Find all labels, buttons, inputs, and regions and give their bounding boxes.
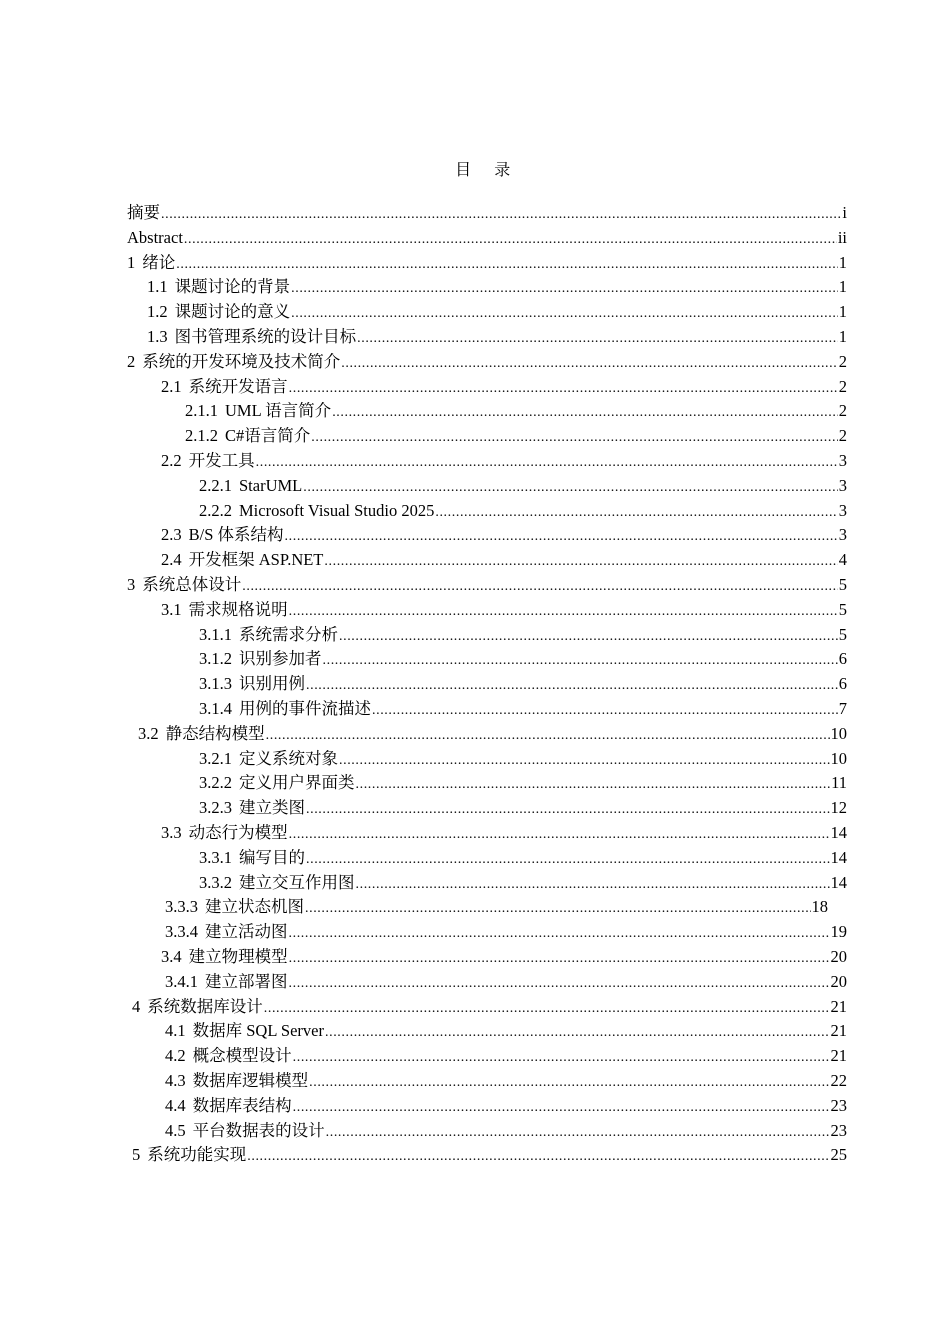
toc-entry[interactable] — [199, 697, 847, 721]
toc-entry-label: 系统功能实现 — [147, 1145, 247, 1165]
toc-entry-page-number: 20 — [830, 947, 847, 966]
toc-entry-number: 3.1.4 — [199, 699, 232, 718]
toc-entry[interactable] — [199, 771, 847, 795]
toc-entry-number: 4 — [132, 996, 141, 1016]
toc-entry-page-number: 14 — [830, 823, 847, 842]
toc-entry[interactable] — [199, 747, 847, 771]
dot-leader — [306, 672, 838, 696]
toc-entry-number: 3.2.3 — [199, 798, 232, 818]
dot-leader — [289, 970, 830, 994]
toc-entry-number: 3.2 — [138, 723, 159, 743]
toc-entry-label: 建立状态机图 — [205, 897, 304, 917]
toc-entry-number: 3.1.1 — [199, 624, 232, 644]
toc-entry-label: 系统数据库设计 — [147, 996, 263, 1016]
toc-entry-number: 3.1 — [161, 599, 182, 619]
toc-entry-label: B/S 体系结构 — [188, 525, 284, 545]
dot-leader — [289, 821, 830, 845]
toc-entry-page-number: 3 — [838, 451, 847, 470]
toc-entry-label: 用例的事件流描述 — [239, 699, 371, 718]
toc-entry[interactable] — [147, 325, 847, 349]
toc-entry-number: 2.3 — [161, 525, 182, 545]
toc-entry-page-number: 12 — [830, 798, 847, 818]
toc-entry[interactable] — [165, 1094, 847, 1118]
toc-entry-number: 3.4.1 — [165, 971, 198, 991]
dot-leader — [372, 697, 838, 721]
toc-entry-number: 3.3.4 — [165, 922, 198, 942]
toc-entry[interactable] — [161, 598, 847, 622]
dot-leader — [266, 722, 830, 746]
toc-entry-label: 静态结构模型 — [165, 723, 265, 743]
toc-entry-number: 2.1 — [161, 376, 182, 396]
toc-entry-number: 3.3.1 — [199, 847, 232, 867]
toc-entry[interactable] — [161, 945, 847, 969]
toc-entry-number: 3.3.3 — [165, 897, 198, 917]
toc-entry[interactable] — [127, 226, 847, 250]
dot-leader — [326, 1119, 830, 1143]
toc-entry-label: UML 语言简介 — [225, 401, 332, 421]
toc-entry-label: 系统总体设计 — [142, 575, 242, 594]
dot-leader — [293, 1094, 830, 1118]
toc-entry-page-number: 14 — [830, 872, 847, 892]
toc-entry-number: 2.4 — [161, 550, 182, 570]
toc-entry-number: 2.1.1 — [185, 401, 218, 421]
toc-entry[interactable] — [165, 1019, 847, 1043]
dot-leader — [324, 548, 837, 572]
toc-entry-label: C#语言简介 — [225, 426, 311, 446]
toc-entry[interactable] — [199, 623, 847, 647]
toc-entry-page-number: 6 — [838, 649, 847, 669]
toc-entry-page-number: 3 — [838, 475, 847, 495]
toc-entry-label: 平台数据表的设计 — [192, 1120, 325, 1140]
toc-entry-page-number: 10 — [830, 723, 847, 743]
toc-entry-label: 课题讨论的意义 — [174, 302, 291, 322]
toc-entry[interactable] — [147, 300, 847, 324]
toc-entry-page-number: 21 — [830, 996, 847, 1016]
dot-leader — [325, 1019, 830, 1043]
toc-entry-label: 数据库表结构 — [192, 1095, 292, 1115]
toc-entry-label: 需求规格说明 — [188, 599, 288, 619]
dot-leader — [264, 995, 830, 1019]
toc-entry-page-number: 2 — [838, 351, 847, 371]
toc-entry-number: 4.1 — [165, 1021, 186, 1041]
toc-entry-page-number: 3 — [838, 525, 847, 545]
toc-entry-number: 1.2 — [147, 302, 168, 322]
toc-entry[interactable] — [199, 647, 847, 671]
toc-entry-page-number: 25 — [830, 1145, 847, 1165]
toc-entry-label: 编写目的 — [239, 847, 305, 867]
toc-entry[interactable] — [165, 1119, 847, 1143]
dot-leader — [247, 1143, 829, 1167]
toc-entry[interactable] — [165, 920, 847, 944]
toc-entry-number: 3.2.1 — [199, 748, 232, 768]
dot-leader — [293, 1044, 830, 1068]
dot-leader — [303, 474, 838, 498]
dot-leader — [357, 325, 838, 349]
toc-entry-label: 概念模型设计 — [192, 1046, 292, 1066]
dot-leader — [339, 623, 838, 647]
toc-entry-number: 3.3.2 — [199, 872, 232, 892]
dot-leader — [291, 275, 838, 299]
toc-entry-label: Microsoft Visual Studio 2025 — [239, 500, 435, 520]
toc-entry-page-number: 21 — [830, 1046, 847, 1066]
toc-entry[interactable] — [199, 499, 847, 523]
toc-entry-page-number: 23 — [830, 1120, 847, 1140]
toc-entry[interactable] — [132, 995, 847, 1019]
toc-entry-label: 数据库逻辑模型 — [192, 1071, 309, 1090]
toc-entry-label: 建立活动图 — [205, 922, 288, 942]
toc-entry-page-number: 1 — [838, 327, 847, 346]
toc-entry[interactable] — [185, 399, 847, 423]
toc-entry[interactable] — [165, 1069, 847, 1093]
toc-entry-label: 摘要 — [127, 203, 160, 222]
toc-entry-page-number: 5 — [838, 624, 847, 644]
toc-entry-page-number: 20 — [830, 971, 847, 991]
toc-entry[interactable] — [132, 1143, 847, 1167]
toc-entry-number: 4.3 — [165, 1071, 186, 1090]
toc-entry-label: 识别用例 — [239, 674, 305, 694]
toc-entry-number: 3.4 — [161, 947, 182, 966]
toc-entry-number: 3.3 — [161, 823, 182, 842]
dot-leader — [339, 747, 830, 771]
toc-entry-number: 1 — [127, 252, 136, 272]
toc-entry[interactable] — [185, 424, 847, 448]
toc-entry-number: 4.2 — [165, 1046, 186, 1066]
dot-leader — [306, 846, 830, 870]
toc-entry-number: 4.5 — [165, 1120, 186, 1140]
toc-entry-page-number: 14 — [830, 847, 847, 867]
dot-leader — [311, 424, 837, 448]
toc-entry[interactable] — [161, 548, 847, 572]
toc-entry-page-number: 2 — [838, 401, 847, 421]
dot-leader — [242, 573, 838, 597]
toc-entry[interactable] — [127, 573, 847, 597]
toc-entry-label: 课题讨论的背景 — [174, 277, 291, 297]
toc-entry[interactable] — [127, 201, 847, 225]
dot-leader — [285, 523, 838, 547]
toc-entry-number: 1.3 — [147, 327, 168, 346]
toc-entry-number: 2.1.2 — [185, 426, 218, 446]
toc-entry-number: 2.2.2 — [199, 500, 232, 520]
toc-entry[interactable] — [165, 1044, 847, 1068]
toc-entry-page-number: 1 — [838, 302, 847, 322]
dot-leader — [289, 920, 830, 944]
toc-entry-label: 定义系统对象 — [239, 748, 338, 768]
toc-entry-number: 1.1 — [147, 277, 168, 297]
toc-entry[interactable] — [165, 970, 847, 994]
dot-leader — [435, 499, 837, 523]
toc-entry-page-number: 5 — [838, 599, 847, 619]
toc-entry[interactable] — [165, 895, 828, 919]
toc-entry-number: 2.2.1 — [199, 475, 232, 495]
toc-entry-number: 3.1.3 — [199, 674, 232, 694]
toc-entry-label: Abstract — [127, 227, 183, 247]
dot-leader — [356, 871, 830, 895]
dot-leader — [306, 796, 830, 820]
toc-entry-label: 图书管理系统的设计目标 — [174, 327, 357, 346]
toc-entry[interactable] — [161, 449, 847, 473]
dot-leader — [161, 201, 841, 225]
dot-leader — [305, 895, 811, 919]
toc-entry[interactable] — [199, 474, 847, 498]
toc-entry-page-number: 4 — [838, 550, 847, 570]
dot-leader — [309, 1069, 829, 1093]
dot-leader — [341, 350, 838, 374]
toc-entry-label: 建立物理模型 — [188, 947, 288, 966]
toc-entry-label: StarUML — [239, 475, 303, 495]
toc-entry-label: 建立类图 — [239, 798, 305, 818]
dot-leader — [291, 300, 838, 324]
toc-entry-label: 动态行为模型 — [188, 823, 288, 842]
toc-entry[interactable] — [138, 722, 847, 746]
toc-entry-number: 3.1.2 — [199, 649, 232, 669]
toc-entry-label: 建立交互作用图 — [239, 872, 355, 892]
toc-entry[interactable] — [199, 796, 847, 820]
toc-entry-number: 3.2.2 — [199, 773, 232, 793]
toc-entry-page-number: 2 — [838, 376, 847, 396]
toc-entry-label: 数据库 SQL Server — [192, 1021, 324, 1041]
toc-entry-page-number: 21 — [830, 1021, 847, 1041]
toc-entry-number: 2 — [127, 351, 136, 371]
toc-entry[interactable] — [127, 350, 847, 374]
toc-entry[interactable] — [199, 846, 847, 870]
toc-entry-label: 开发框架 ASP.NET — [188, 550, 324, 570]
toc-entry-label: 系统开发语言 — [188, 376, 288, 396]
dot-leader — [323, 647, 838, 671]
toc-entry-label: 系统的开发环境及技术简介 — [142, 351, 341, 371]
toc-entry-page-number: ii — [837, 227, 847, 247]
toc-entry-page-number: 1 — [838, 252, 847, 272]
toc-entry-page-number: i — [842, 203, 847, 222]
toc-entry-label: 系统需求分析 — [239, 624, 338, 644]
toc-entry-page-number: 23 — [830, 1095, 847, 1115]
toc-entry-page-number: 7 — [838, 699, 847, 718]
toc-entry-number: 2.2 — [161, 451, 182, 470]
toc-entry-number: 3 — [127, 575, 136, 594]
toc-entry[interactable] — [199, 672, 847, 696]
toc-entry[interactable] — [161, 375, 847, 399]
toc-entry-page-number: 3 — [838, 500, 847, 520]
dot-leader — [289, 598, 838, 622]
toc-entry-page-number: 19 — [830, 922, 847, 942]
toc-entry-page-number: 11 — [831, 773, 847, 793]
toc-entry[interactable] — [161, 523, 847, 547]
toc-entry[interactable] — [161, 821, 847, 845]
toc-entry[interactable] — [147, 275, 847, 299]
toc-entry-label: 建立部署图 — [205, 971, 288, 991]
toc-entry-page-number: 1 — [838, 277, 847, 297]
toc-entry-label: 识别参加者 — [239, 649, 322, 669]
dot-leader — [289, 375, 838, 399]
dot-leader — [176, 251, 838, 275]
toc-entry-label: 开发工具 — [188, 451, 255, 470]
toc-entry-page-number: 2 — [838, 426, 847, 446]
toc-entry-number: 4.4 — [165, 1095, 186, 1115]
dot-leader — [256, 449, 838, 473]
dot-leader — [332, 399, 838, 423]
dot-leader — [356, 771, 831, 795]
toc-entry-label: 绪论 — [142, 252, 176, 272]
toc-entry-number: 5 — [132, 1145, 141, 1165]
dot-leader — [289, 945, 830, 969]
toc-entry-page-number: 5 — [838, 575, 847, 594]
toc-title: 目 录 — [455, 162, 520, 179]
toc-entry[interactable] — [199, 871, 847, 895]
toc-entry-label: 定义用户界面类 — [239, 773, 355, 793]
toc-entry-page-number: 6 — [838, 674, 847, 694]
dot-leader — [184, 226, 837, 250]
toc-entry[interactable] — [127, 251, 847, 275]
toc-entry-page-number: 22 — [830, 1071, 847, 1090]
toc-entry-page-number: 10 — [830, 748, 847, 768]
toc-entry-page-number: 18 — [811, 897, 828, 917]
